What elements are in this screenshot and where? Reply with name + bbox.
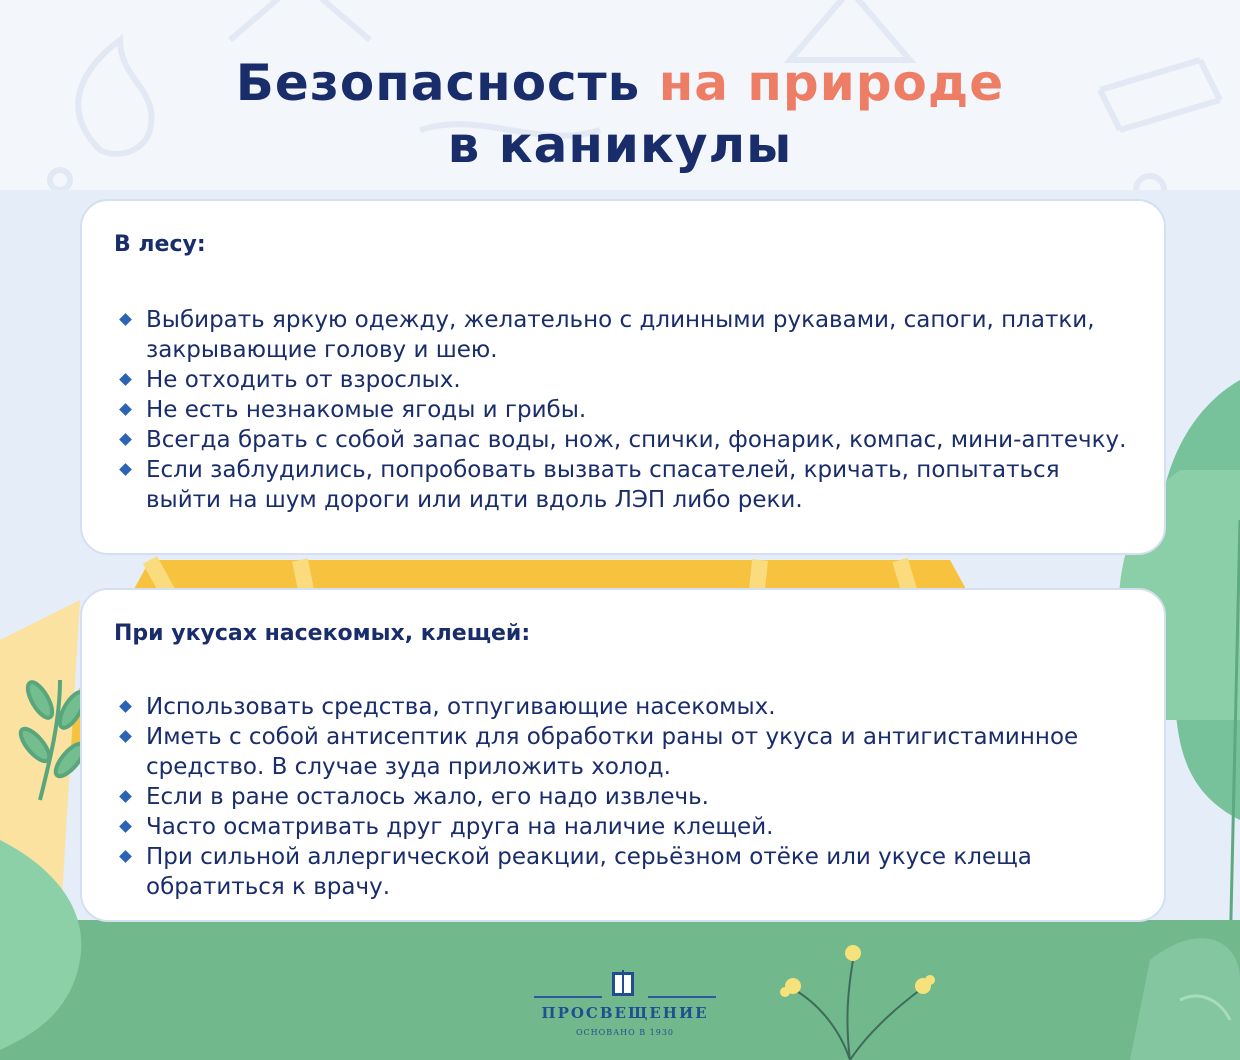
list-item — [114, 782, 1132, 812]
list-item — [114, 305, 1132, 365]
logo-divider-right — [648, 996, 716, 998]
diamond-bullet-icon — [119, 403, 132, 416]
list-item — [114, 365, 1132, 395]
diamond-bullet-icon — [119, 313, 132, 326]
diamond-bullet-icon — [119, 850, 132, 863]
list-item — [114, 812, 1132, 842]
section-heading: В лесу: — [114, 232, 206, 257]
title-part1: Безопасность — [235, 54, 659, 112]
rules-list — [114, 305, 1132, 515]
section-card-insects — [80, 588, 1166, 922]
logo-subtitle: ОСНОВАНО В 1930 — [575, 1028, 674, 1037]
list-item-text: Иметь с собой антисептик для обработки раны от укуса и антигистаминное средство. В случае зуда приложить холод. — [146, 724, 1079, 780]
logo-divider-left — [534, 996, 602, 998]
list-item-text: Если заблудились, попробовать вызвать спасателей, кричать, попытаться выйти на шум дороги или идти вдоль ЛЭП либо реки. — [146, 457, 1060, 513]
list-item-text: Не отходить от взрослых. — [146, 367, 461, 393]
diamond-bullet-icon — [119, 433, 132, 446]
diamond-bullet-icon — [119, 790, 132, 803]
list-item-text: Всегда брать с собой запас воды, нож, спички, фонарик, компас, мини-аптечку. — [146, 427, 1127, 453]
list-item-text: Не есть незнакомые ягоды и грибы. — [146, 397, 587, 423]
list-item — [114, 692, 1132, 722]
list-item-text: Использовать средства, отпугивающие насекомых. — [146, 694, 776, 720]
list-item — [114, 425, 1132, 455]
publisher-logo — [530, 968, 720, 1040]
list-item-text: Часто осматривать друг друга на наличие клещей. — [146, 814, 774, 840]
diamond-bullet-icon — [119, 730, 132, 743]
page-title — [0, 52, 1240, 176]
diamond-bullet-icon — [119, 463, 132, 476]
section-heading: При укусах насекомых, клещей: — [114, 621, 531, 646]
list-item — [114, 722, 1132, 782]
title-accent: на природе — [658, 54, 1005, 112]
rules-list — [114, 692, 1132, 902]
diamond-bullet-icon — [119, 373, 132, 386]
list-item-text: Выбирать яркую одежду, желательно с длинными рукавами, сапоги, платки, закрывающие голову и шею. — [146, 307, 1095, 363]
list-item — [114, 395, 1132, 425]
diamond-bullet-icon — [119, 700, 132, 713]
title-line2: в каникулы — [447, 116, 793, 174]
list-item-text: При сильной аллергической реакции, серьёзном отёке или укусе клеща обратиться к врачу. — [146, 844, 1032, 900]
section-card-forest — [80, 199, 1166, 555]
logo-name: ПРОСВЕЩЕНИЕ — [541, 1004, 709, 1022]
diamond-bullet-icon — [119, 820, 132, 833]
book-emblem-icon — [610, 968, 636, 998]
list-item — [114, 455, 1132, 515]
list-item — [114, 842, 1132, 902]
list-item-text: Если в ране осталось жало, его надо извлечь. — [146, 784, 709, 810]
